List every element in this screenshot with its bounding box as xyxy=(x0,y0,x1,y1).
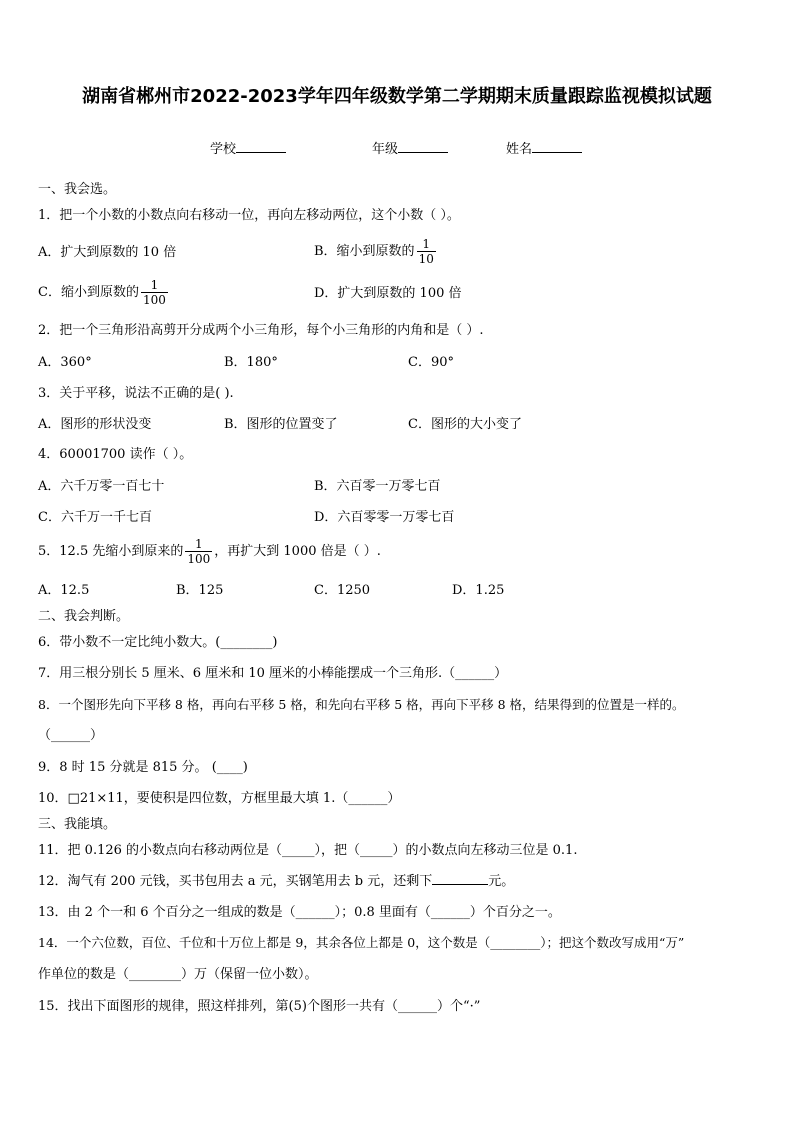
grade-label: 年级 xyxy=(372,142,399,157)
q5-option-d[interactable]: D．1.25 xyxy=(452,583,505,598)
school-field xyxy=(210,143,286,156)
q3-option-c[interactable]: C．图形的大小变了 xyxy=(408,417,522,432)
section-3-title: 三、我能填。 xyxy=(38,817,117,832)
q4-option-a[interactable]: A．六千万零一百七十 xyxy=(38,479,165,494)
q12: 12．淘气有 200 元钱，买书包用去 a 元，买钢笔用去 b 元，还剩下 元。 xyxy=(38,874,515,889)
name-label: 姓名 xyxy=(506,142,533,157)
q2-option-c[interactable]: C．90° xyxy=(408,355,454,370)
q1-stem: 1．把一个小数的小数点向右移动一位，再向左移动两位，这个小数（ ）。 xyxy=(38,208,460,223)
q4-option-c[interactable]: C．六千万一千七百 xyxy=(38,510,152,525)
q1-option-d[interactable]: D．扩大到原数的 100 倍 xyxy=(314,286,462,301)
grade-blank[interactable] xyxy=(398,152,448,153)
name-field xyxy=(506,143,582,156)
q5-option-c[interactable]: C．1250 xyxy=(314,583,371,598)
q4-option-b[interactable]: B．六百零一万零七百 xyxy=(314,479,441,494)
q13: 13．由 2 个一和 6 个百分之一组成的数是（______）；0.8 里面有（______）个百分之一。 xyxy=(38,905,561,920)
q6: 6．带小数不一定比纯小数大。(________) xyxy=(38,635,278,650)
q12-blank[interactable] xyxy=(432,884,488,885)
q14-line-1: 14．一个六位数，百位、千位和十万位上都是 9，其余各位上都是 0，这个数是（________）；把这个数改写成用“万” xyxy=(38,935,685,950)
section-1-title: 一、我会选。 xyxy=(38,182,117,197)
page-title: 湖南省郴州市2022-2023学年四年级数学第二学期期末质量跟踪监视模拟试题 xyxy=(82,86,712,107)
school-blank[interactable] xyxy=(236,152,286,153)
q4-stem: 4．60001700 读作（ ）。 xyxy=(38,447,193,462)
school-label: 学校 xyxy=(210,142,237,157)
q5-option-a[interactable]: A．12.5 xyxy=(38,583,90,598)
q9: 9．8 时 15 分就是 815 分。 (____) xyxy=(38,760,248,775)
q5-option-b[interactable]: B．125 xyxy=(176,583,224,598)
q2-option-b[interactable]: B．180° xyxy=(224,355,278,370)
section-2-title: 二、我会判断。 xyxy=(38,609,130,624)
q3-stem: 3．关于平移，说法不正确的是( ). xyxy=(38,386,234,401)
q3-option-b[interactable]: B．图形的位置变了 xyxy=(224,417,338,432)
q4-option-d[interactable]: D．六百零零一万零七百 xyxy=(314,510,455,525)
q14-line-2: 作单位的数是（________）万（保留一位小数）。 xyxy=(38,967,318,982)
q1-option-a[interactable]: A．扩大到原数的 10 倍 xyxy=(38,245,177,260)
q3-option-a[interactable]: A．图形的形状没变 xyxy=(38,417,152,432)
q1-option-c[interactable]: C．缩小到原数的 $\frac{1}{100}$ xyxy=(38,278,166,307)
q7: 7．用三根分别长 5 厘米、6 厘米和 10 厘米的小棒能摆成一个三角形.（______） xyxy=(38,666,508,681)
q2-stem: 2．把一个三角形沿高剪开分成两个小三角形，每个小三角形的内角和是（ ）. xyxy=(38,323,484,338)
name-blank[interactable] xyxy=(532,152,582,153)
fraction: $\frac{1}{100}$ xyxy=(187,537,211,566)
q8-line-1: 8．一个图形先向下平移 8 格，再向右平移 5 格，和先向右平移 5 格，再向下平移 8 格，结果得到的位置是一样的。 xyxy=(38,697,685,712)
q11: 11．把 0.126 的小数点向右移动两位是（_____），把（_____）的小数点向左移动三位是 0.1. xyxy=(38,843,578,858)
q1-option-b[interactable]: B．缩小到原数的 $\frac{1}{10}$ xyxy=(314,237,434,266)
q5-stem: 5．12.5 先缩小到原来的 $\frac{1}{100}$ ，再扩大到 1000 倍是（ ）. xyxy=(38,537,381,566)
q8-line-2: （______） xyxy=(38,728,104,743)
q2-option-a[interactable]: A．360° xyxy=(38,355,92,370)
fraction: $\frac{1}{100}$ xyxy=(142,278,166,307)
q15: 15．找出下面图形的规律，照这样排列，第(5)个图形一共有（______）个“·” xyxy=(38,999,481,1014)
grade-field xyxy=(372,143,448,156)
fraction: $\frac{1}{10}$ xyxy=(418,237,434,266)
q10: 10．□21×11，要使积是四位数，方框里最大填 1.（______） xyxy=(38,791,401,806)
